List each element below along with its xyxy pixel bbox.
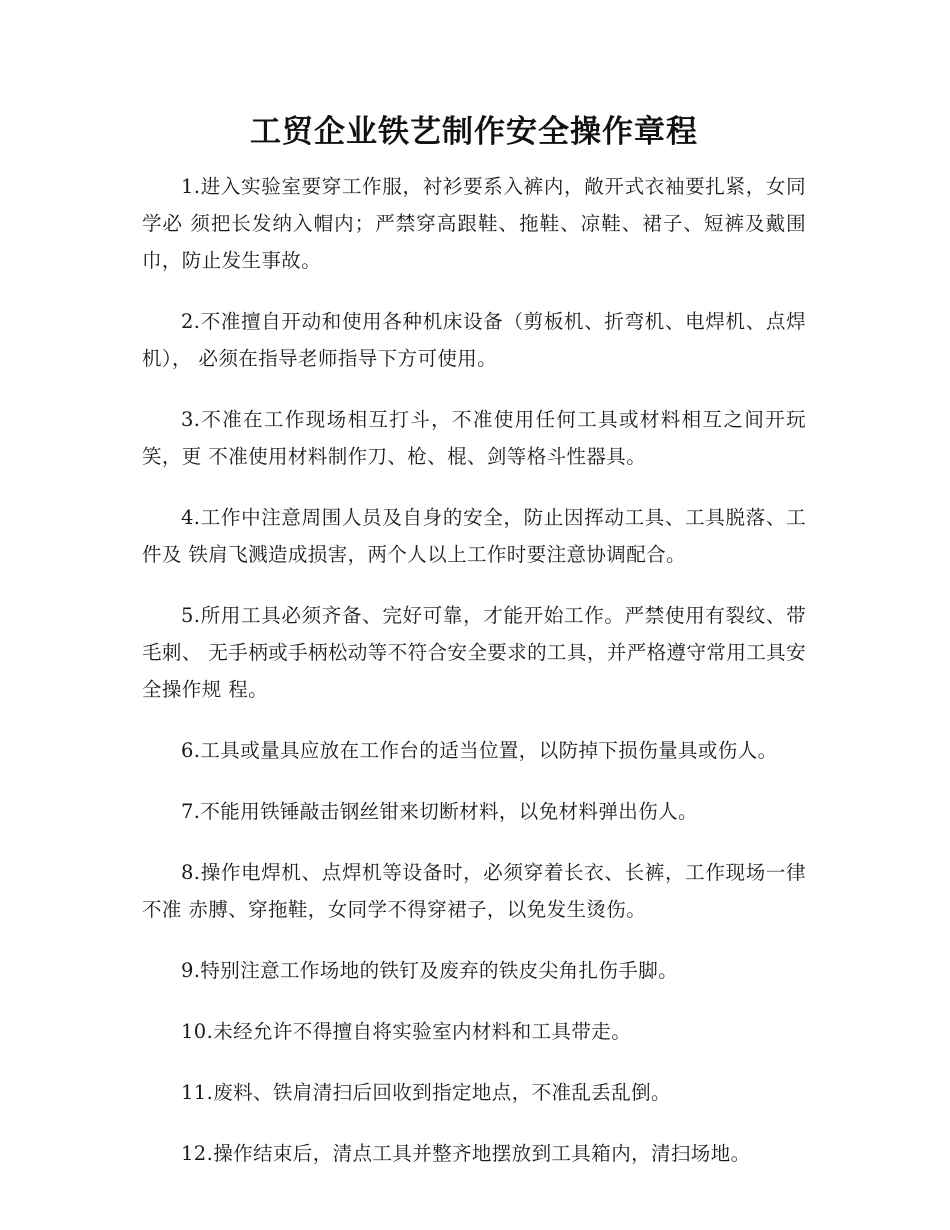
rule-item: 6.工具或量具应放在工作台的适当位置，以防掉下损伤量具或伤人。 <box>181 739 778 762</box>
rule-item: 7.不能用铁锤敲击钢丝钳来切断材料，以免材料弹出伤人。 <box>181 800 698 823</box>
rule-item: 9.特别注意工作场地的铁钉及废弃的铁皮尖角扎伤手脚。 <box>181 959 679 982</box>
rule-item: 12.操作结束后，清点工具并整齐地摆放到工具箱内，清扫场地。 <box>181 1142 751 1165</box>
rule-item: 5.所用工具必须齐备、完好可靠，才能开始工作。严禁使用有裂纹、带毛刺、 无手柄或手柄松动等不符合安全要求的工具，并严格遵守常用工具安全操作规 程。 <box>142 604 806 701</box>
rule-item: 8.操作电焊机、点焊机等设备时，必须穿着长衣、长裤，工作现场一律不准 赤膊、穿拖鞋，女同学不得穿裙子，以免发生烫伤。 <box>142 861 806 921</box>
rule-item: 10.未经允许不得擅自将实验室内材料和工具带走。 <box>181 1020 632 1043</box>
rule-item: 3.不准在工作现场相互打斗，不准使用任何工具或材料相互之间开玩笑，更 不准使用材料制作刀、枪、棍、剑等格斗性器具。 <box>142 408 806 468</box>
document-page <box>142 108 806 1196</box>
document-title: 工贸企业铁艺制作安全操作章程 <box>250 114 698 150</box>
rule-item: 2.不准擅自开动和使用各种机床设备（剪板机、折弯机、电焊机、点焊机）， 必须在指导老师指导下方可使用。 <box>142 310 806 370</box>
rules-list <box>142 168 806 1172</box>
rule-item: 11.废料、铁肩清扫后回收到指定地点，不准乱丢乱倒。 <box>181 1081 671 1104</box>
rule-item: 4.工作中注意周围人员及自身的安全，防止因挥动工具、工具脱落、工件及 铁肩飞溅造成损害，两个人以上工作时要注意协调配合。 <box>142 506 806 566</box>
rule-item: 1.进入实验室要穿工作服，衬衫要系入裤内，敞开式衣袖要扎紧，女同学必 须把长发纳入帽内；严禁穿高跟鞋、拖鞋、凉鞋、裙子、短裤及戴围巾，防止发生事故。 <box>142 175 806 272</box>
